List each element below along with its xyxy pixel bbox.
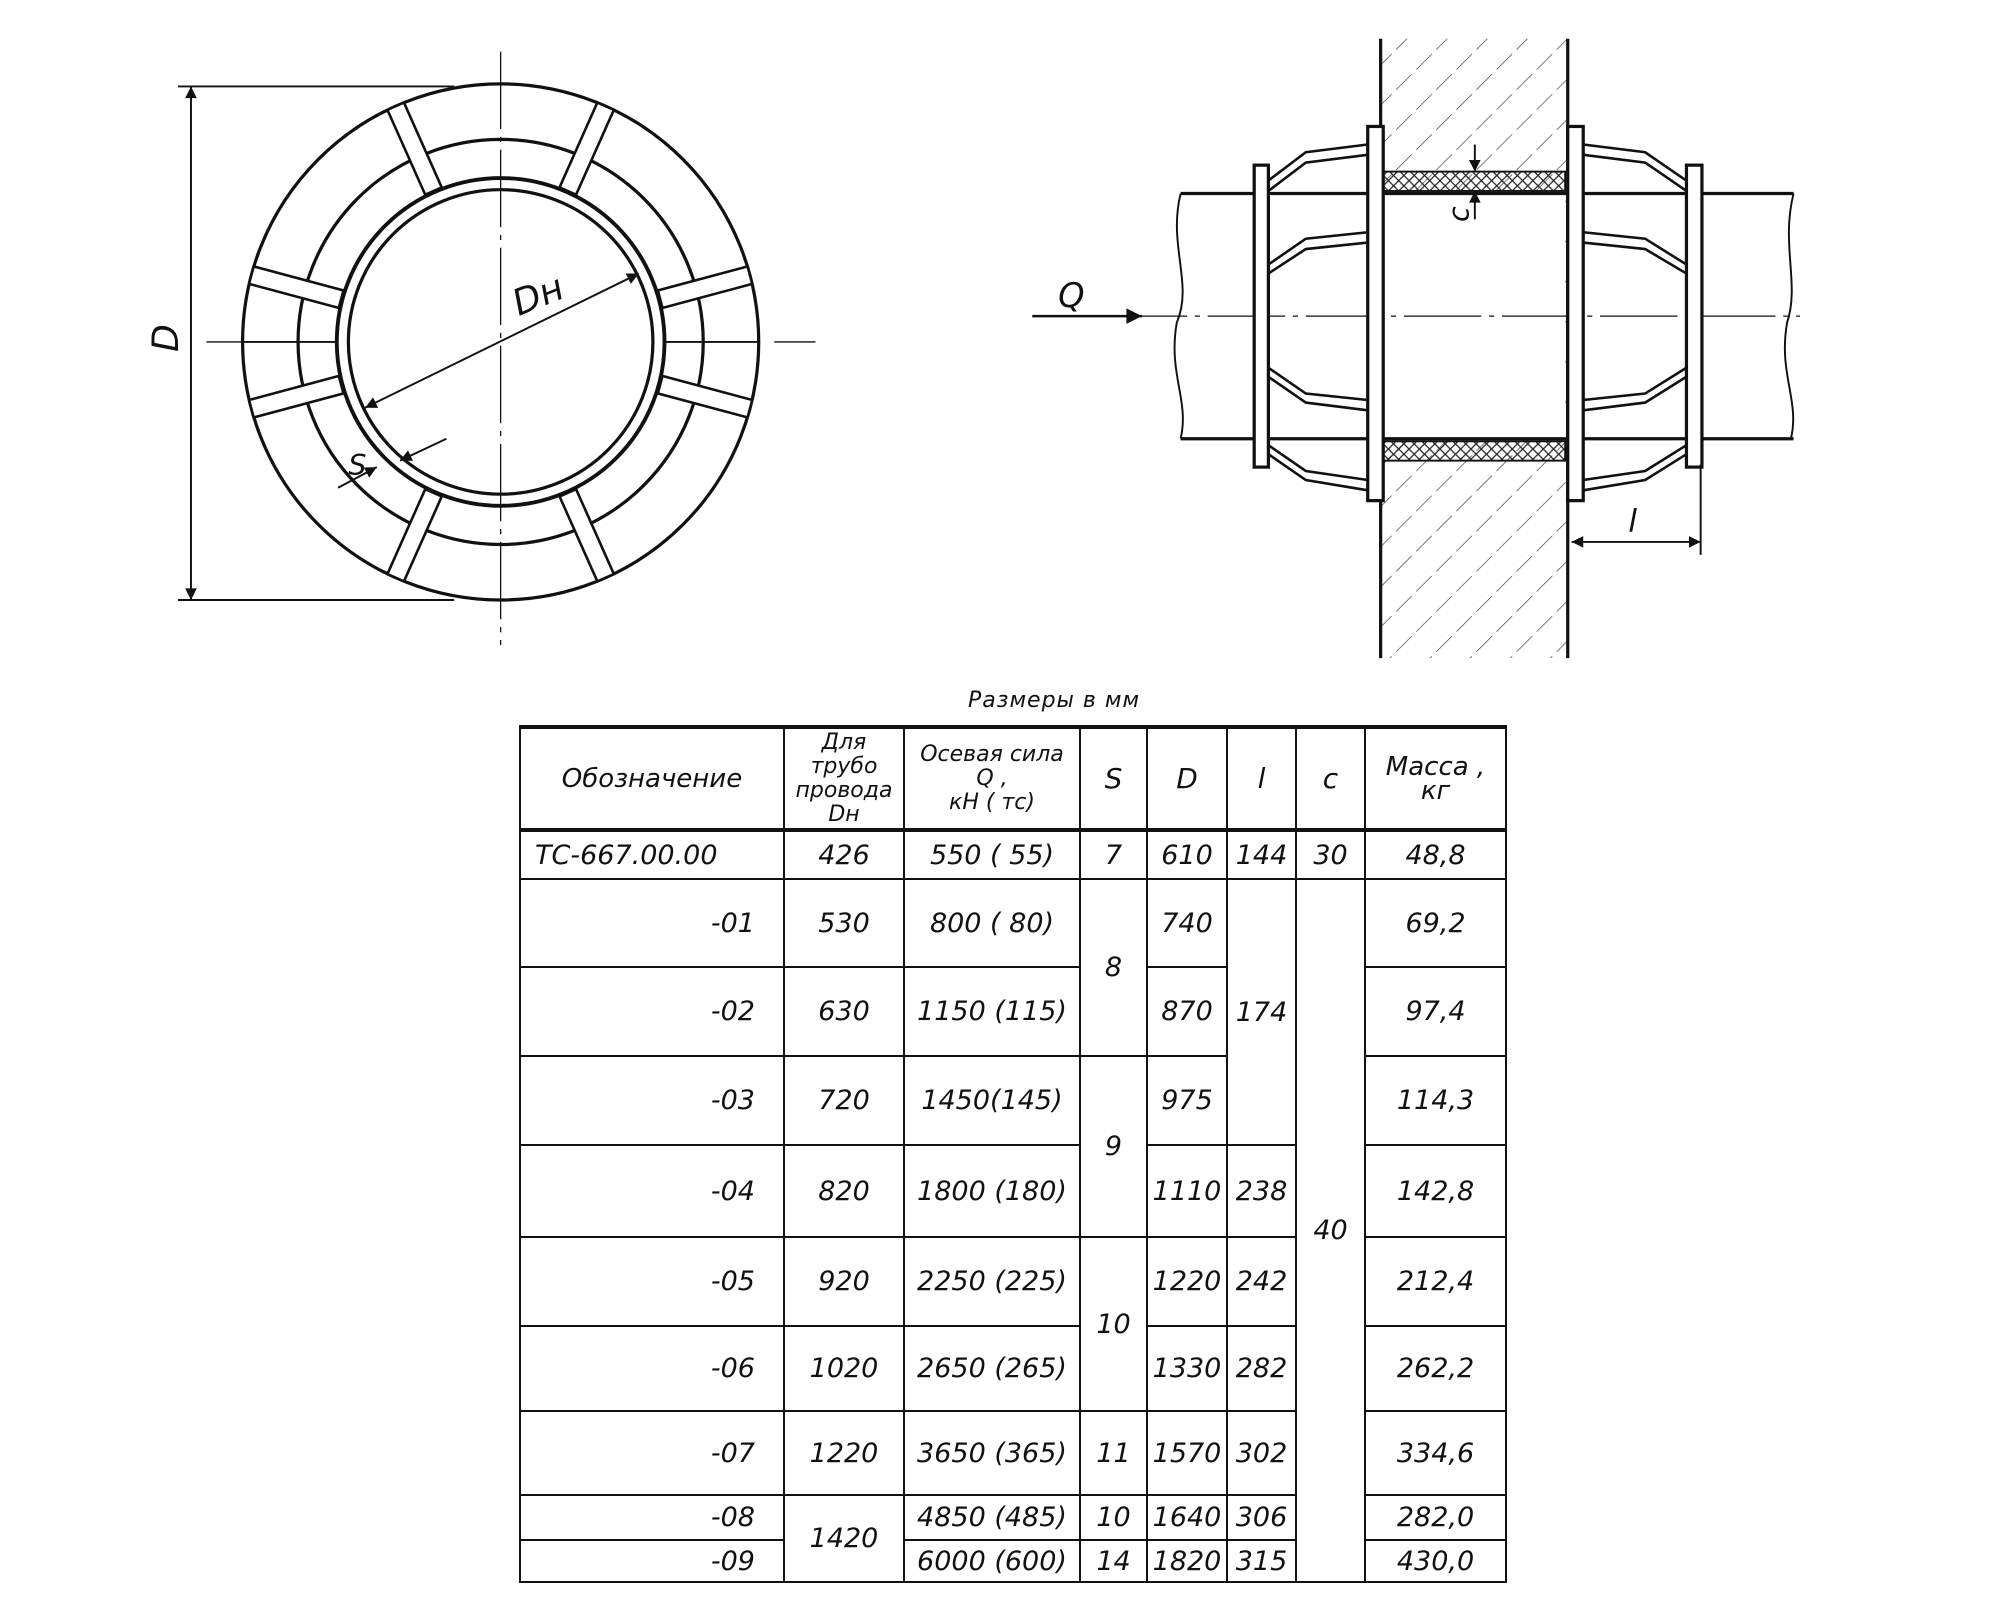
rib (249, 376, 343, 417)
header-l: l (1227, 727, 1296, 830)
cell-l: 238 (1227, 1145, 1296, 1237)
table-row (520, 830, 1506, 879)
cell-s: 7 (1080, 830, 1147, 879)
header-axial-force (904, 727, 1080, 830)
cell-d: 1820 (1147, 1540, 1227, 1582)
cell-designation: -05 (520, 1237, 784, 1326)
rib (560, 103, 614, 195)
header-c: c (1296, 727, 1365, 830)
cell-d: 1330 (1147, 1326, 1227, 1411)
cell-s: 11 (1080, 1411, 1147, 1495)
rib (658, 266, 752, 307)
cell-s: 8 (1080, 879, 1147, 1056)
cell-designation: ТС-667.00.00 (520, 830, 784, 879)
cell-q: 1450(145) (904, 1056, 1080, 1145)
label-gap: c (1442, 206, 1476, 222)
cell-l: 315 (1227, 1540, 1296, 1582)
header-pipe-diameter (784, 727, 904, 830)
cell-designation: -01 (520, 879, 784, 967)
cell-mass: 114,3 (1365, 1056, 1506, 1145)
cell-c: 30 (1296, 830, 1365, 879)
cell-q: 6000 (600) (904, 1540, 1080, 1582)
wall-passage-section-view (1032, 39, 1800, 658)
cell-l: 302 (1227, 1411, 1296, 1495)
cell-q: 550 ( 55) (904, 830, 1080, 879)
cell-mass: 262,2 (1365, 1326, 1506, 1411)
cell-dn: 820 (784, 1145, 904, 1237)
cell-q: 3650 (365) (904, 1411, 1080, 1495)
header-designation: Обозначение (520, 727, 784, 830)
label-length: l (1628, 503, 1637, 540)
dimensions-table (519, 725, 1507, 1583)
cell-designation: -04 (520, 1145, 784, 1237)
cell-d: 975 (1147, 1056, 1227, 1145)
table-header-row (520, 727, 1506, 830)
label-pipe-diameter: Dн (505, 265, 570, 325)
cell-mass: 97,4 (1365, 967, 1506, 1056)
cell-q: 1800 (180) (904, 1145, 1080, 1237)
cell-s: 14 (1080, 1540, 1147, 1582)
header-text: Для трубо (810, 729, 878, 779)
header-s: S (1080, 727, 1147, 830)
cell-dn: 1020 (784, 1326, 904, 1411)
cell-mass: 334,6 (1365, 1411, 1506, 1495)
cell-dn: 920 (784, 1237, 904, 1326)
cell-designation: -06 (520, 1326, 784, 1411)
cell-d: 1220 (1147, 1237, 1227, 1326)
table-row (520, 879, 1506, 967)
header-text: кН ( тс) (949, 789, 1035, 815)
cell-l: 242 (1227, 1237, 1296, 1326)
cell-mass: 69,2 (1365, 879, 1506, 967)
cell-d: 1570 (1147, 1411, 1227, 1495)
cell-d: 870 (1147, 967, 1227, 1056)
cell-designation: -09 (520, 1540, 784, 1582)
header-text: Осевая сила (920, 741, 1064, 767)
cell-d: 740 (1147, 879, 1227, 967)
header-mass (1365, 727, 1506, 830)
cell-dn: 720 (784, 1056, 904, 1145)
cell-l: 282 (1227, 1326, 1296, 1411)
label-outer-diameter: D (144, 324, 188, 352)
cell-l: 306 (1227, 1495, 1296, 1540)
cell-designation: -03 (520, 1056, 784, 1145)
cell-designation: -02 (520, 967, 784, 1056)
cell-dn: 630 (784, 967, 904, 1056)
cell-s: 9 (1080, 1056, 1147, 1237)
cell-q: 4850 (485) (904, 1495, 1080, 1540)
cell-mass: 142,8 (1365, 1145, 1506, 1237)
label-axial-force: Q (1058, 276, 1085, 316)
cell-s: 10 (1080, 1237, 1147, 1411)
cell-l: 144 (1227, 830, 1296, 879)
cell-mass: 282,0 (1365, 1495, 1506, 1540)
cell-q: 800 ( 80) (904, 879, 1080, 967)
label-wall-thickness: S (348, 448, 367, 482)
cell-dn: 530 (784, 879, 904, 967)
rib (658, 376, 752, 417)
cell-q: 1150 (115) (904, 967, 1080, 1056)
cell-mass: 430,0 (1365, 1540, 1506, 1582)
cell-designation: -08 (520, 1495, 784, 1540)
cell-dn: 1420 (784, 1495, 904, 1582)
header-text: Q , (976, 765, 1008, 791)
cell-d: 610 (1147, 830, 1227, 879)
cell-dn: 426 (784, 830, 904, 879)
header-text: Dн (828, 801, 860, 827)
cell-designation: -07 (520, 1411, 784, 1495)
cell-mass: 212,4 (1365, 1237, 1506, 1326)
cell-dn: 1220 (784, 1411, 904, 1495)
ring-support-front-view (178, 52, 815, 646)
cell-q: 2250 (225) (904, 1237, 1080, 1326)
cell-q: 2650 (265) (904, 1326, 1080, 1411)
cell-d: 1640 (1147, 1495, 1227, 1540)
cell-mass: 48,8 (1365, 830, 1506, 879)
cell-s: 10 (1080, 1495, 1147, 1540)
cell-l: 174 (1227, 879, 1296, 1145)
rib (560, 489, 614, 581)
rib (387, 103, 441, 195)
header-text: Масса , (1385, 751, 1486, 782)
table-caption: Размеры в мм (968, 688, 1141, 713)
header-text: провода (795, 777, 893, 803)
header-d: D (1147, 727, 1227, 830)
rib (249, 266, 343, 307)
rib (387, 489, 441, 581)
cell-d: 1110 (1147, 1145, 1227, 1237)
cell-c: 40 (1296, 879, 1365, 1582)
header-text: кг (1420, 775, 1451, 806)
